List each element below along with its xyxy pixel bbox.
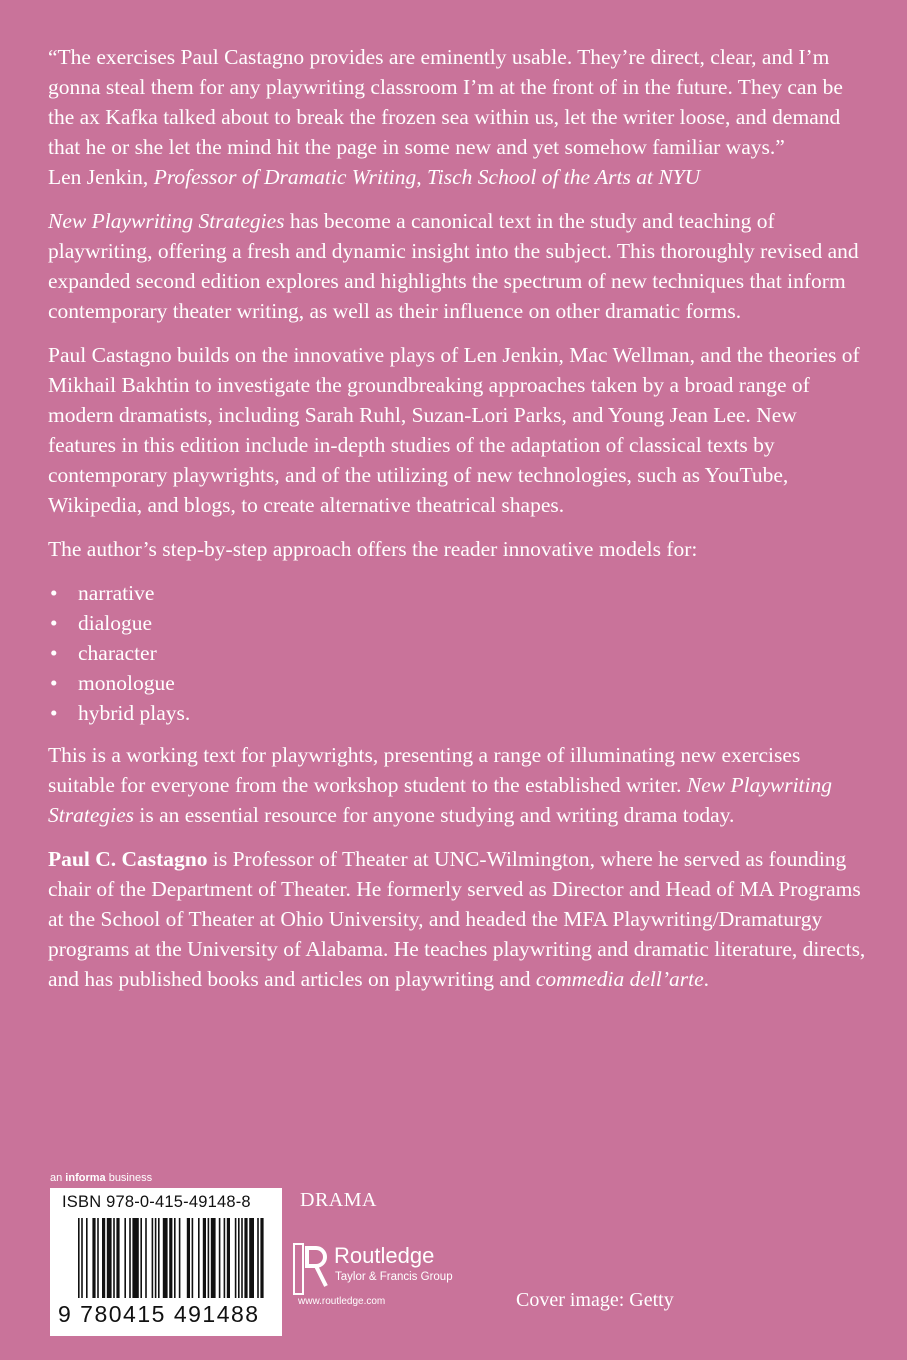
- barcode-bar: [244, 1218, 247, 1298]
- bullet-icon: •: [50, 611, 58, 635]
- barcode-bar: [107, 1218, 112, 1298]
- bullet-icon: •: [50, 671, 58, 695]
- barcode-bar: [241, 1218, 243, 1298]
- list-item: • monologue: [48, 668, 868, 698]
- barcode-bar: [163, 1218, 168, 1298]
- intro-paragraph: [48, 206, 868, 326]
- category-label: DRAMA: [300, 1189, 377, 1211]
- barcode-bar: [169, 1218, 172, 1298]
- barcode-bar: [116, 1218, 119, 1298]
- barcode-bar: [235, 1218, 237, 1298]
- working-text-paragraph: This is a working text for playwrights, presenting a range of illuminating new exercises suitable for everyone from the workshop student to the established writer. New Playwriting Strategies is an essential resource for anyone studying and writing drama today.: [48, 743, 832, 827]
- barcode-bar: [152, 1218, 154, 1298]
- author-name: Paul C. Castagno: [48, 847, 208, 871]
- publisher-url: www.routledge.com: [298, 1296, 386, 1307]
- barcode-bar: [145, 1218, 147, 1298]
- routledge-logo-icon: [292, 1242, 330, 1296]
- intro-book-title: New Playwriting Strategies: [48, 209, 285, 233]
- quote-text: “The exercises Paul Castagno provides are eminently usable. They’re direct, clear, and I’m gonna steal them for any playwriting classroom I’m at the front of in the future. They can be the ax Kafka talked about to break the frozen sea within us, let the writer loose, and demand that he or she let the mind hit the page in some new and yet somehow familiar ways.”: [48, 45, 843, 159]
- list-item: • narrative: [48, 578, 868, 608]
- barcode-bar: [187, 1218, 190, 1298]
- approach-intro: The author’s step-by-step approach offers the reader innovative models for:: [48, 537, 698, 561]
- barcode-bar: [140, 1218, 142, 1298]
- barcode-bar: [219, 1218, 221, 1298]
- barcode-bar: [192, 1218, 194, 1298]
- isbn-barcode-box: [50, 1188, 282, 1336]
- barcode-bar: [155, 1218, 157, 1298]
- barcode-bar: [78, 1218, 80, 1298]
- barcode-icon: [76, 1218, 266, 1300]
- barcode-bar: [124, 1218, 126, 1298]
- barcode-bar: [203, 1218, 206, 1298]
- publisher-group: Taylor & Francis Group: [335, 1271, 453, 1283]
- barcode-bar: [257, 1218, 259, 1298]
- working-book-title: New Playwriting Strategies: [48, 773, 832, 827]
- informa-tagline: an informa business: [50, 1172, 153, 1184]
- barcode-bar: [86, 1218, 88, 1298]
- author-bio: Paul C. Castagno is Professor of Theater at UNC-Wilmington, where he served as founding chair of the Department of Theater. He formerly served as Director and Head of MA Programs at the School of Theater at Ohio University, and headed the MFA Playwriting/Dramaturgy programs at the University of Alabama. He teaches playwriting and dramatic literature, directs, and has published books and articles on playwriting and commedia dell’arte.: [48, 847, 866, 991]
- bullet-icon: •: [50, 641, 58, 665]
- barcode-bar: [208, 1218, 210, 1298]
- barcode-bar: [238, 1218, 240, 1298]
- endorsement-quote: [48, 42, 868, 192]
- barcode-bar: [81, 1218, 83, 1298]
- builds-paragraph: Paul Castagno builds on the innovative plays of Len Jenkin, Mac Wellman, and the theories of Mikhail Bakhtin to investigate the groundbreaking approaches taken by a broad range of modern dramatists, including Sarah Ruhl, Suzan-Lori Parks, and Young Jean Lee. New features in this edition include in-depth studies of the adaptation of classical texts by contemporary playwrights, and of the utilizing of new technologies, such as YouTube, Wikipedia, and blogs, to create alternative theatrical shapes.: [48, 343, 860, 517]
- list-item: • dialogue: [48, 608, 868, 638]
- barcode-bar: [102, 1218, 105, 1298]
- quote-author-title: Professor of Dramatic Writing, Tisch School of the Arts at NYU: [153, 165, 701, 189]
- bullet-icon: •: [50, 581, 58, 605]
- barcode-bar: [260, 1218, 263, 1298]
- cover-credit: Cover image: Getty: [516, 1289, 674, 1311]
- barcode-bar: [129, 1218, 131, 1298]
- barcode-bar: [174, 1218, 176, 1298]
- publisher-name: Routledge: [334, 1243, 435, 1268]
- barcode-bar: [113, 1218, 115, 1298]
- informa-logo: informa: [65, 1172, 106, 1184]
- barcode-bar: [224, 1218, 226, 1298]
- list-item: • character: [48, 638, 868, 668]
- list-item: • hybrid plays.: [48, 698, 868, 728]
- barcode-bar: [249, 1218, 254, 1298]
- barcode-digits: 9 780415 491488: [58, 1301, 260, 1327]
- barcode-bar: [211, 1218, 216, 1298]
- intro-text: has become a canonical text in the study and teaching of playwriting, offering a fresh and dynamic insight into the subject. This thoroughly revised and expanded second edition explores and highlights the spectrum of new techniques that inform contemporary theater writing, as well as their influence on other dramatic forms.: [48, 209, 859, 323]
- barcode-bar: [198, 1218, 200, 1298]
- barcode-bar: [179, 1218, 181, 1298]
- barcode-bar: [227, 1218, 230, 1298]
- barcode-bar: [158, 1218, 160, 1298]
- models-list: [48, 578, 868, 728]
- barcode-bar: [97, 1218, 99, 1298]
- barcode-bar: [132, 1218, 138, 1298]
- back-cover-text: [48, 42, 868, 1008]
- quote-author: Len Jenkin,: [48, 165, 154, 189]
- isbn-label: ISBN 978-0-415-49148-8: [62, 1193, 251, 1211]
- barcode-bar: [92, 1218, 95, 1298]
- bullet-icon: •: [50, 701, 58, 725]
